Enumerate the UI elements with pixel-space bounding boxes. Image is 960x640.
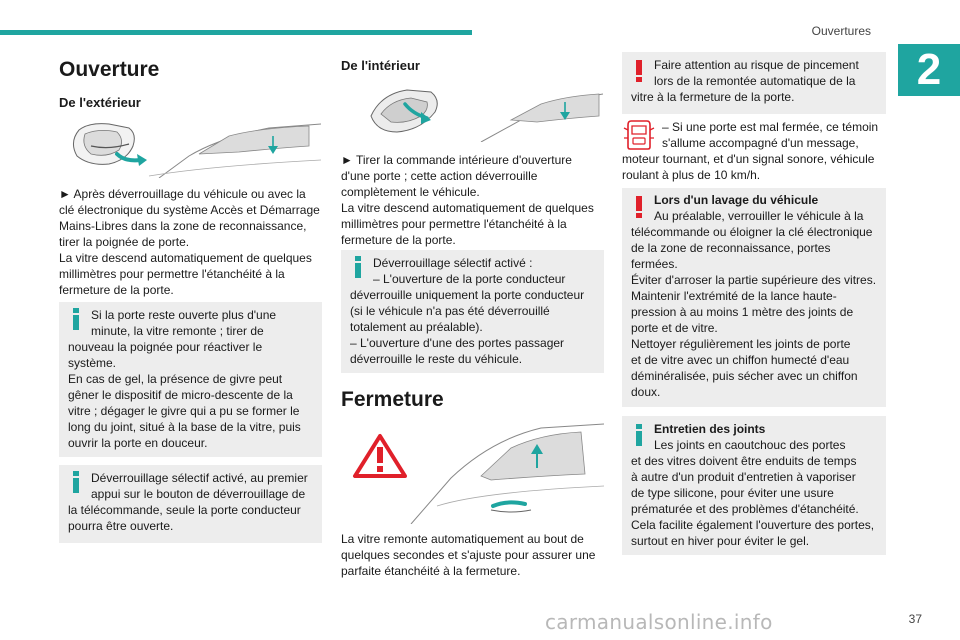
chapter-title: Ouvertures [811,24,871,38]
interior-opening-text: ► Tirer la commande intérieure d'ouverture d'une porte ; cette action déverrouille complètement le véhicule. La vitre descend automatiquement de quelques millimètres pour permettre l'étanchéité à la fermeture de la porte. [341,153,594,247]
closing-illustration [341,420,604,524]
info-icon [71,308,81,330]
door-alert-text: moteur tournant, et d'un signal sonore, véhicule roulant à plus de 10 km/h. [622,152,875,182]
subsection-title-interieur: De l'intérieur [341,58,420,73]
page-number: 37 [908,612,922,626]
section-title-ouverture: Ouverture [59,58,160,81]
chapter-number-tab: 2 [898,44,960,96]
closing-text: La vitre remonte automatiquement au bout de quelques secondes et s'ajuste pour assurer une parfaite étanchéité à la fermeture. [341,532,596,578]
warning-exclamation-icon [634,60,644,82]
info-box-selective-unlock-interior: Déverrouillage sélectif activé : – L'ouverture de la porte conducteur déverrouille uniquement la porte conducteur (si le véhicule n'a pas été déverrouillé totalement au préalable). – L'ouverture d'une des portes passager déverrouille le reste du véhicule. [341,250,604,373]
watermark: carmanualsonline.info [545,610,773,634]
warning-exclamation-icon [634,196,644,218]
subsection-title-exterieur: De l'extérieur [59,95,141,110]
warning-box-pinch: Faire attention au risque de pincement lors de la remontée automatique de la vitre à la fermeture de la porte. [622,52,886,114]
info-box-door-open-frost: Si la porte reste ouverte plus d'une minute, la vitre remonte ; tirer de nouveau la poignée pour réactiver le système. En cas de gel, la présence de givre peut gêner le dispositif de micro-descente de la vitre ; dégager le givre qui a pu se former le long du joint, situé à la base de la vitre, puis ouvrir la porte en douceur. [59,302,322,457]
section-title-fermeture: Fermeture [341,388,444,411]
warning-triangle-icon [355,436,405,476]
info-box-selective-unlock: Déverrouillage sélectif activé, au premier appui sur le bouton de déverrouillage de la télécommande, seule la porte conducteur pourra être ouverte. [59,465,322,543]
info-icon [353,256,363,278]
interior-handle-illustration [341,80,604,142]
info-box-seal-maintenance: Entretien des joints Les joints en caoutchouc des portes et des vitres doivent être enduits de temps à autre d'un produit d'entretien à vaporiser de type silicone, pour éviter une usure prématurée et des problèmes d'étanchéité. Cela facilite également l'ouverture des portes, surtout en hiver pour éviter le gel. [622,416,886,555]
info-icon [634,424,644,446]
exterior-opening-text: ► Après déverrouillage du véhicule ou avec la clé électronique du système Accès et Démarrage Mains-Libres dans la zone de reconnaissance, tirer la poignée de porte. La vitre descend automatiquement de quelques millimètres pour permettre l'étanchéité à la fermeture de la porte. [59,187,320,297]
info-icon [71,471,81,493]
exterior-handle-illustration [59,116,321,178]
warning-box-car-wash: Lors d'un lavage du véhicule Au préalable, verrouiller le véhicule à la télécommande ou éloigner la clé électronique de la zone de reconnaissance, portes fermées. Éviter d'arroser la partie supérieure des vitres. Maintenir l'extrémité de la lance haute- pression à au moins 1 mètre des joints de porte et de vitre. Nettoyer régulièrement les joints de porte et de vitre avec un chiffon humecté d'eau déminéralisée, puis sécher avec un chiffon doux. [622,188,886,407]
header-accent-bar [0,30,472,35]
door-open-warning-lamp-icon [622,118,656,152]
